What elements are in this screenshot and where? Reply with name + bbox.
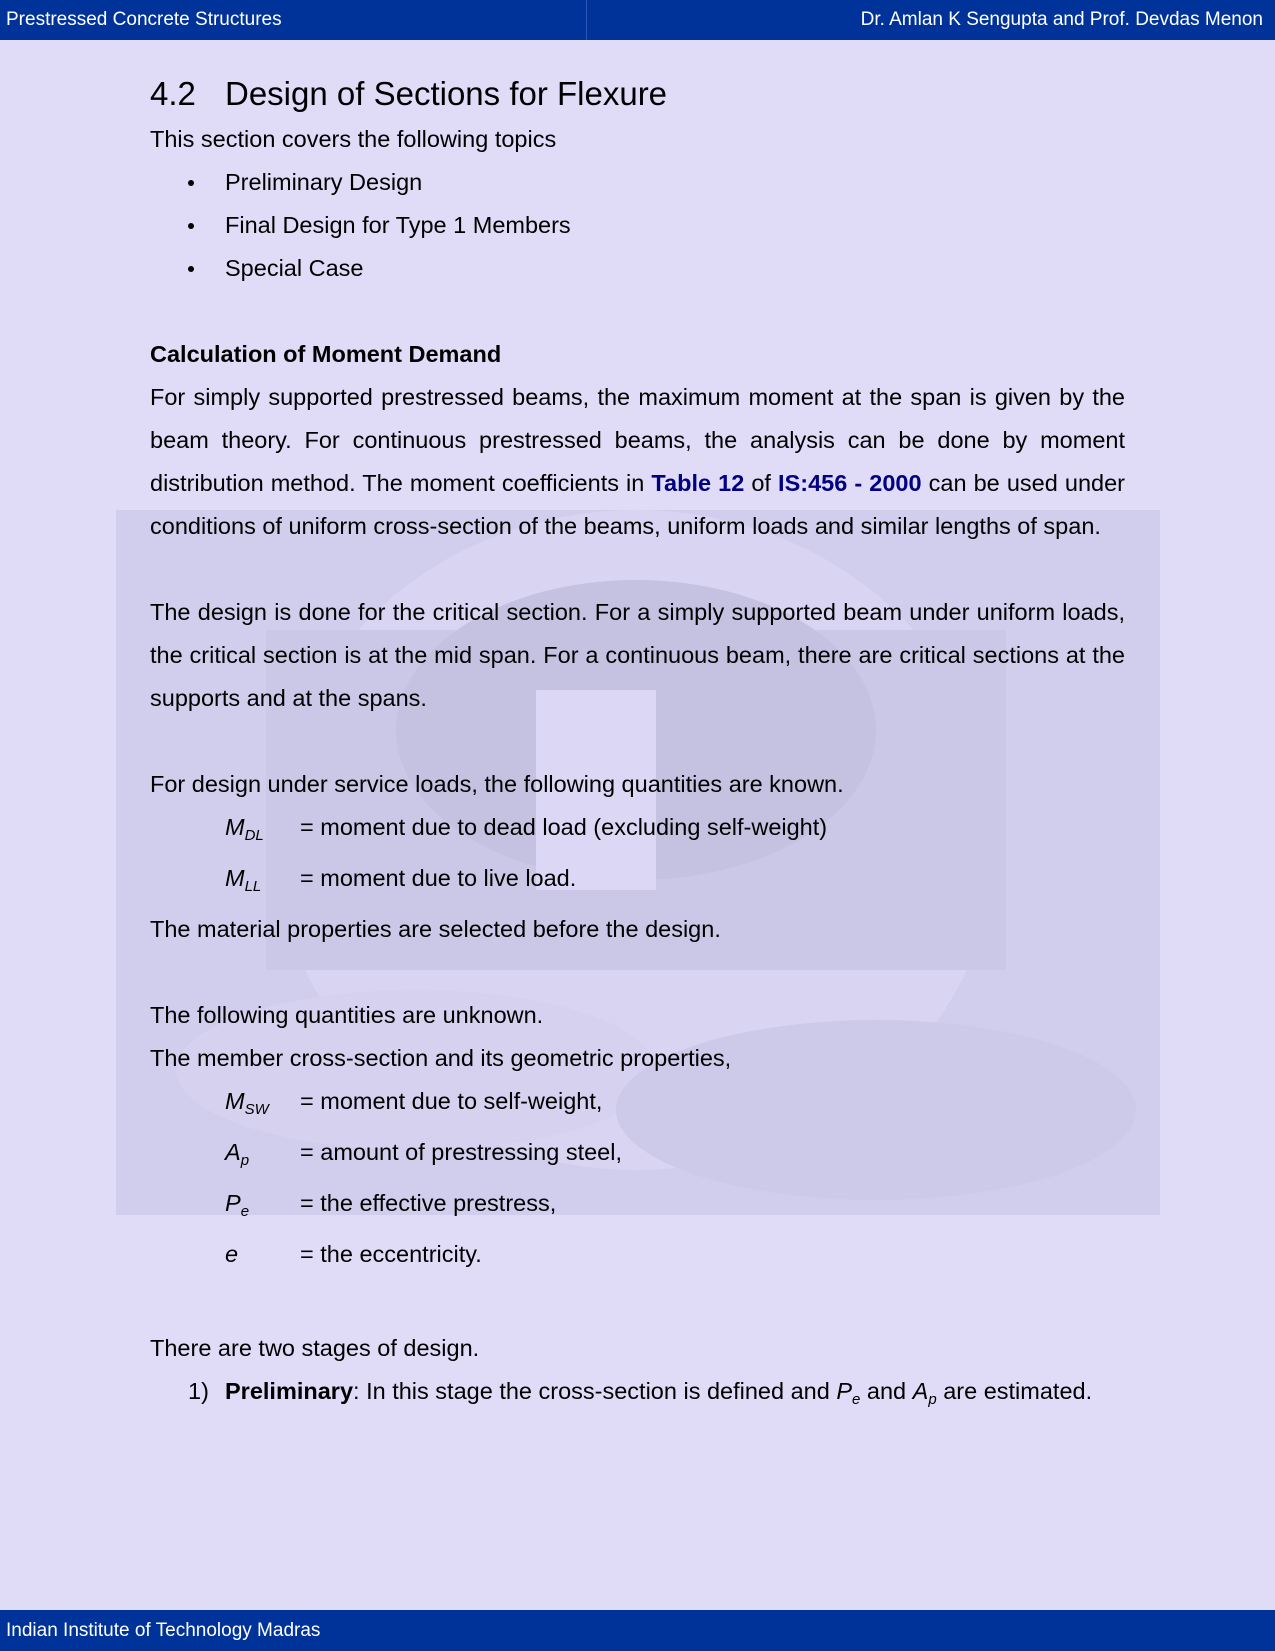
section-number: 4.2 — [150, 75, 196, 112]
stage-item: 1) Preliminary: In this stage the cross-section is defined and $P_e$ and $A_p$ are estimated. — [150, 1370, 1125, 1421]
definition-row: e = the eccentricity. — [225, 1241, 482, 1267]
definition-row: $M_{DL}$ = moment due to dead load (excluding self-weight) — [225, 814, 828, 844]
header-authors: Dr. Amlan K Sengupta and Prof. Devdas Menon — [860, 9, 1263, 30]
list-item: Preliminary Design — [150, 161, 1125, 204]
document-body — [150, 70, 1125, 1421]
list-item: Final Design for Type 1 Members — [150, 204, 1125, 247]
topics-list — [150, 161, 1125, 290]
page-footer — [0, 1610, 1275, 1651]
moment-demand-heading: Calculation of Moment Demand — [150, 341, 502, 367]
definition-row: $P_e$ = the effective prestress, — [225, 1190, 557, 1220]
header-course-title: Prestressed Concrete Structures — [6, 9, 282, 30]
list-marker: 1) — [188, 1378, 209, 1404]
material-properties-text: The material properties are selected before the design. — [150, 916, 721, 942]
critical-section-paragraph: The design is done for the critical section. For a simply supported beam under uniform loads, the critical section is at the mid span. For a continuous beam, there are critical sections at the supports and at the spans. — [150, 599, 1125, 711]
intro-text: This section covers the following topics — [150, 126, 557, 152]
list-item: Special Case — [150, 247, 1125, 290]
definition-row: $A_p$ = amount of prestressing steel, — [225, 1139, 622, 1169]
section-title: Design of Sections for Flexure — [225, 75, 668, 112]
section-heading — [150, 70, 1125, 118]
page-header — [0, 0, 1275, 40]
unknown-intro: The following quantities are unknown. — [150, 1002, 544, 1028]
is456-link[interactable]: IS:456 - 2000 — [778, 470, 922, 496]
table-12-link[interactable]: Table 12 — [651, 470, 745, 496]
moment-demand-paragraph: For simply supported prestressed beams, the maximum moment at the span is given by the beam theory. For continuous prestressed beams, the analysis can be done by moment distribution method. The moment coefficients in Table 12 of IS:456 - 2000 can be used under conditions of uniform cross-section of the beams, uniform loads and similar lengths of span. — [150, 384, 1125, 539]
header-divider — [586, 0, 587, 40]
definition-row: $M_{LL}$ = moment due to live load. — [225, 865, 577, 895]
definition-row: $M_{SW}$ = moment due to self-weight, — [225, 1088, 603, 1118]
unknown-intro-2: The member cross-section and its geometric properties, — [150, 1045, 732, 1071]
footer-institution: Indian Institute of Technology Madras — [6, 1620, 321, 1641]
known-intro: For design under service loads, the following quantities are known. — [150, 771, 844, 797]
stages-intro: There are two stages of design. — [150, 1335, 480, 1361]
